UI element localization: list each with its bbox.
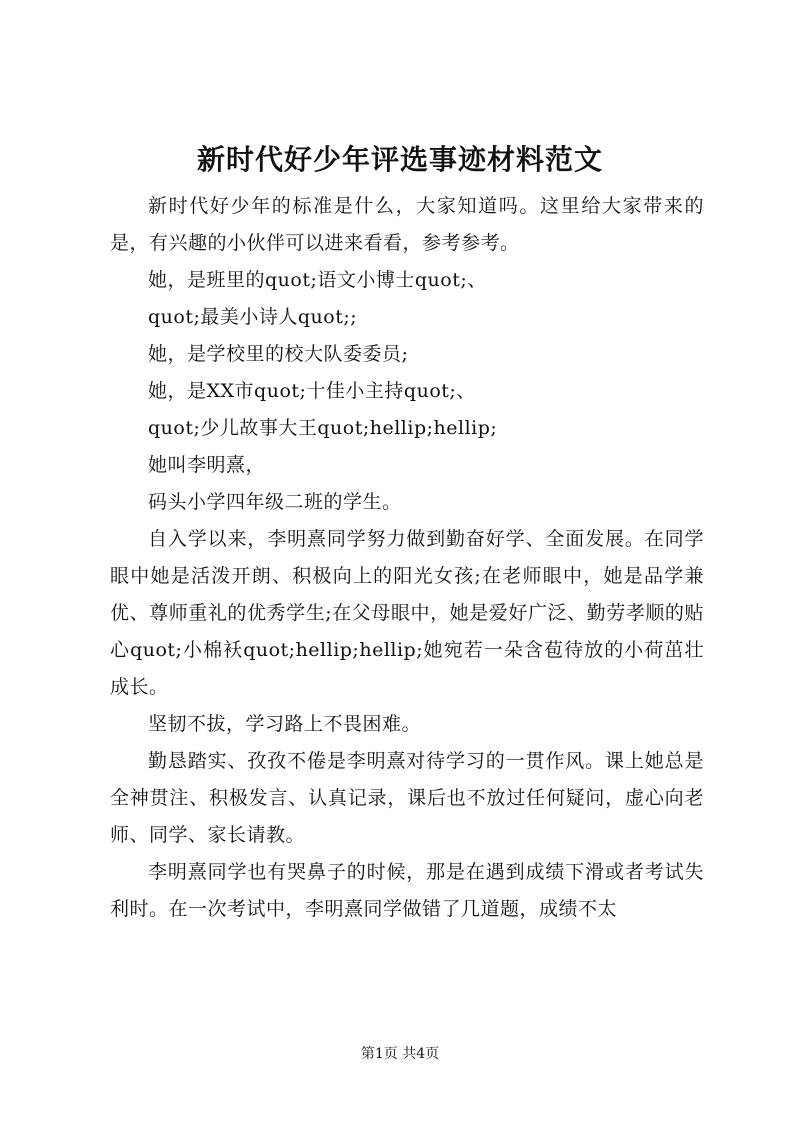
paragraph-intro: 新时代好少年的标准是什么，大家知道吗。这里给大家带来的是，有兴趣的小伙伴可以进来看看，参考参考。 — [110, 195, 704, 254]
document-title: 新时代好少年评选事迹材料范文 — [196, 143, 603, 176]
document-body — [110, 188, 704, 928]
paragraph-line: 她，是班里的quot;语文小博士quot;、 — [148, 269, 487, 291]
paragraph-body: 李明熹同学也有哭鼻子的时候，那是在遇到成绩下滑或者考试失利时。在一次考试中，李明熹同学做错了几道题，成绩不太 — [110, 861, 704, 920]
paragraph-line: 她，是XX市quot;十佳小主持quot;、 — [148, 380, 476, 402]
paragraph-line: 她叫李明熹， — [148, 454, 266, 476]
paragraph-heading: 坚韧不拔，学习路上不畏困难。 — [148, 713, 422, 735]
paragraph-line: quot;少儿故事大王quot;hellip;hellip; — [148, 417, 498, 439]
page-number-footer: 第1页 共4页 — [360, 1046, 440, 1062]
paragraph-body: 自入学以来，李明熹同学努力做到勤奋好学、全面发展。在同学眼中她是活泼开朗、积极向上的阳光女孩;在老师眼中，她是品学兼优、尊师重礼的优秀学生;在父母眼中，她是爱好广泛、勤劳孝顺的贴心quot;小棉袄quot;hellip;hellip;她宛若一朵含苞待放的小荷茁壮成长。 — [110, 528, 704, 698]
paragraph-line: quot;最美小诗人quot;; — [148, 306, 358, 328]
paragraph-line: 她，是学校里的校大队委委员; — [148, 343, 409, 365]
paragraph-line: 码头小学四年级二班的学生。 — [148, 491, 402, 513]
paragraph-body: 勤恳踏实、孜孜不倦是李明熹对待学习的一贯作风。课上她总是全神贯注、积极发言、认真记录，课后也不放过任何疑问，虚心向老师、同学、家长请教。 — [110, 750, 704, 846]
